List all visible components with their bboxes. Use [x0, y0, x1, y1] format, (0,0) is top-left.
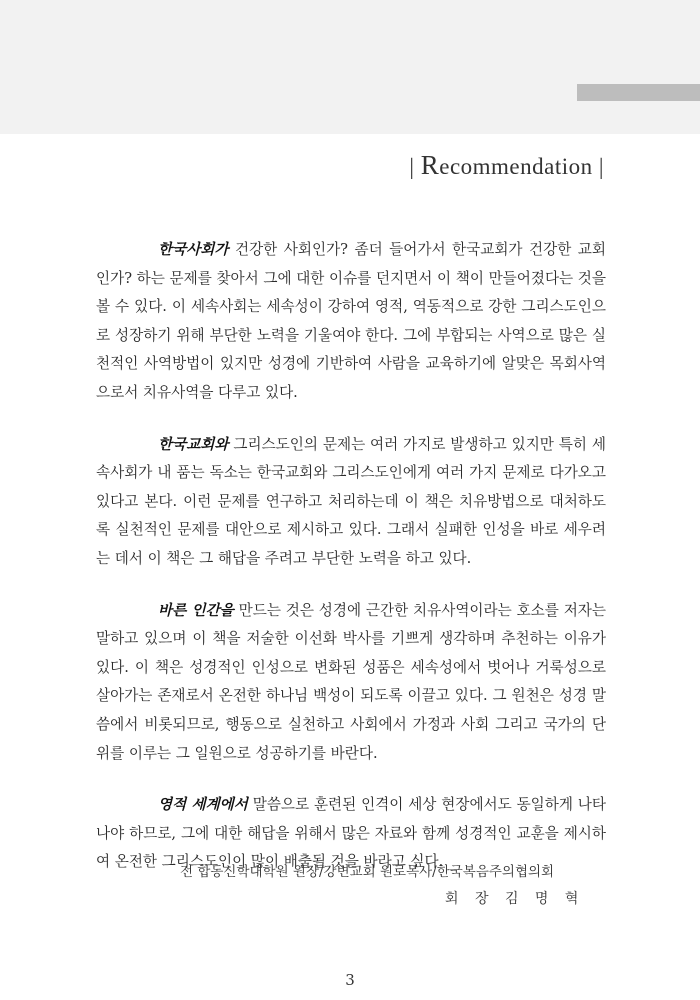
paragraph-2 [96, 431, 606, 574]
paragraph-lead: 한국사회가 [158, 241, 229, 258]
paragraph-lead: 영적 세계에서 [158, 796, 248, 814]
paragraph-text: 만드는 것은 성경에 근간한 치유사역이라는 호소를 저자는 말하고 있으며 이 책을 저술한 이선화 박사를 기쁘게 생각하며 추천하는 이유가 있다. 이 책은 성경적인 인성으로 변화된 성품은 세속성에서 벗어나 거룩성으로 살아가는 존재로서 온전한 하나님 백성이 되도록 이끌고 있다. 그 원천은 성경 말씀에서 비롯되므로, 행동으로 실천하고 사회에서 가정과 사회 그리고 국가의 단위를 이루는 그 일원으로 성공하기를 바란다. [96, 601, 606, 762]
section-title [409, 150, 604, 181]
paragraph-3 [96, 597, 606, 769]
paragraph-1 [96, 236, 606, 408]
title-separator-left: | [409, 154, 415, 179]
paragraph-text: 그리스도인의 문제는 여러 가지로 발생하고 있지만 특히 세속사회가 내 품는 독소는 한국교회와 그리스도인에게 여러 가지 문제로 다가오고 있다고 본다. 이런 문제를 연구하고 처리하는데 이 책은 치유방법으로 대처하도록 실천적인 문제를 대안으로 제시하고 있다. 그래서 실패한 인성을 바로 세우려는 데서 이 책은 그 해답을 주려고 부단한 노력을 하고 있다. [96, 435, 606, 567]
paragraph-lead: 한국교회와 [158, 435, 229, 453]
header-accent-bar [577, 84, 700, 101]
paragraph-text: 건강한 사회인가? 좀더 들어가서 한국교회가 건강한 교회인가? 하는 문제를 찾아서 그에 대한 이슈를 던지면서 이 책이 만들어졌다는 것을 볼 수 있다. 이 세속사회는 세속성이 강하여 영적, 역동적으로 강한 그리스도인으로 성장하기 위해 부단한 노력을 기울여야 한다. 그에 부합되는 사역으로 많은 실천적인 사역방법이 있지만 성경에 기반하여 사람을 교육하기에 알맞은 목회사역으로서 치유사역을 다루고 있다. [96, 241, 606, 401]
title-initial: R [420, 150, 440, 180]
signature-name: 회 장 김 명 혁 [445, 891, 585, 907]
page-number: 3 [345, 971, 355, 989]
header-band [0, 0, 700, 134]
paragraph-lead: 바른 인간을 [158, 601, 234, 619]
paragraph-text: 말씀으로 훈련된 인격이 세상 현장에서도 동일하게 나타나야 하므로, 그에 대한 해답을 위해서 많은 자료와 함께 성경적인 교훈을 제시하여 온전한 그리스도인이 많이 배출될 것을 바라고 싶다. [96, 796, 607, 871]
title-separator-right: | [598, 154, 604, 179]
title-rest: ecommendation [439, 154, 593, 179]
signature-affiliation: 전 합동신학대학원 원장/강변교회 원로목사/한국복음주의협의회 [180, 864, 555, 880]
recommendation-body [96, 236, 606, 900]
